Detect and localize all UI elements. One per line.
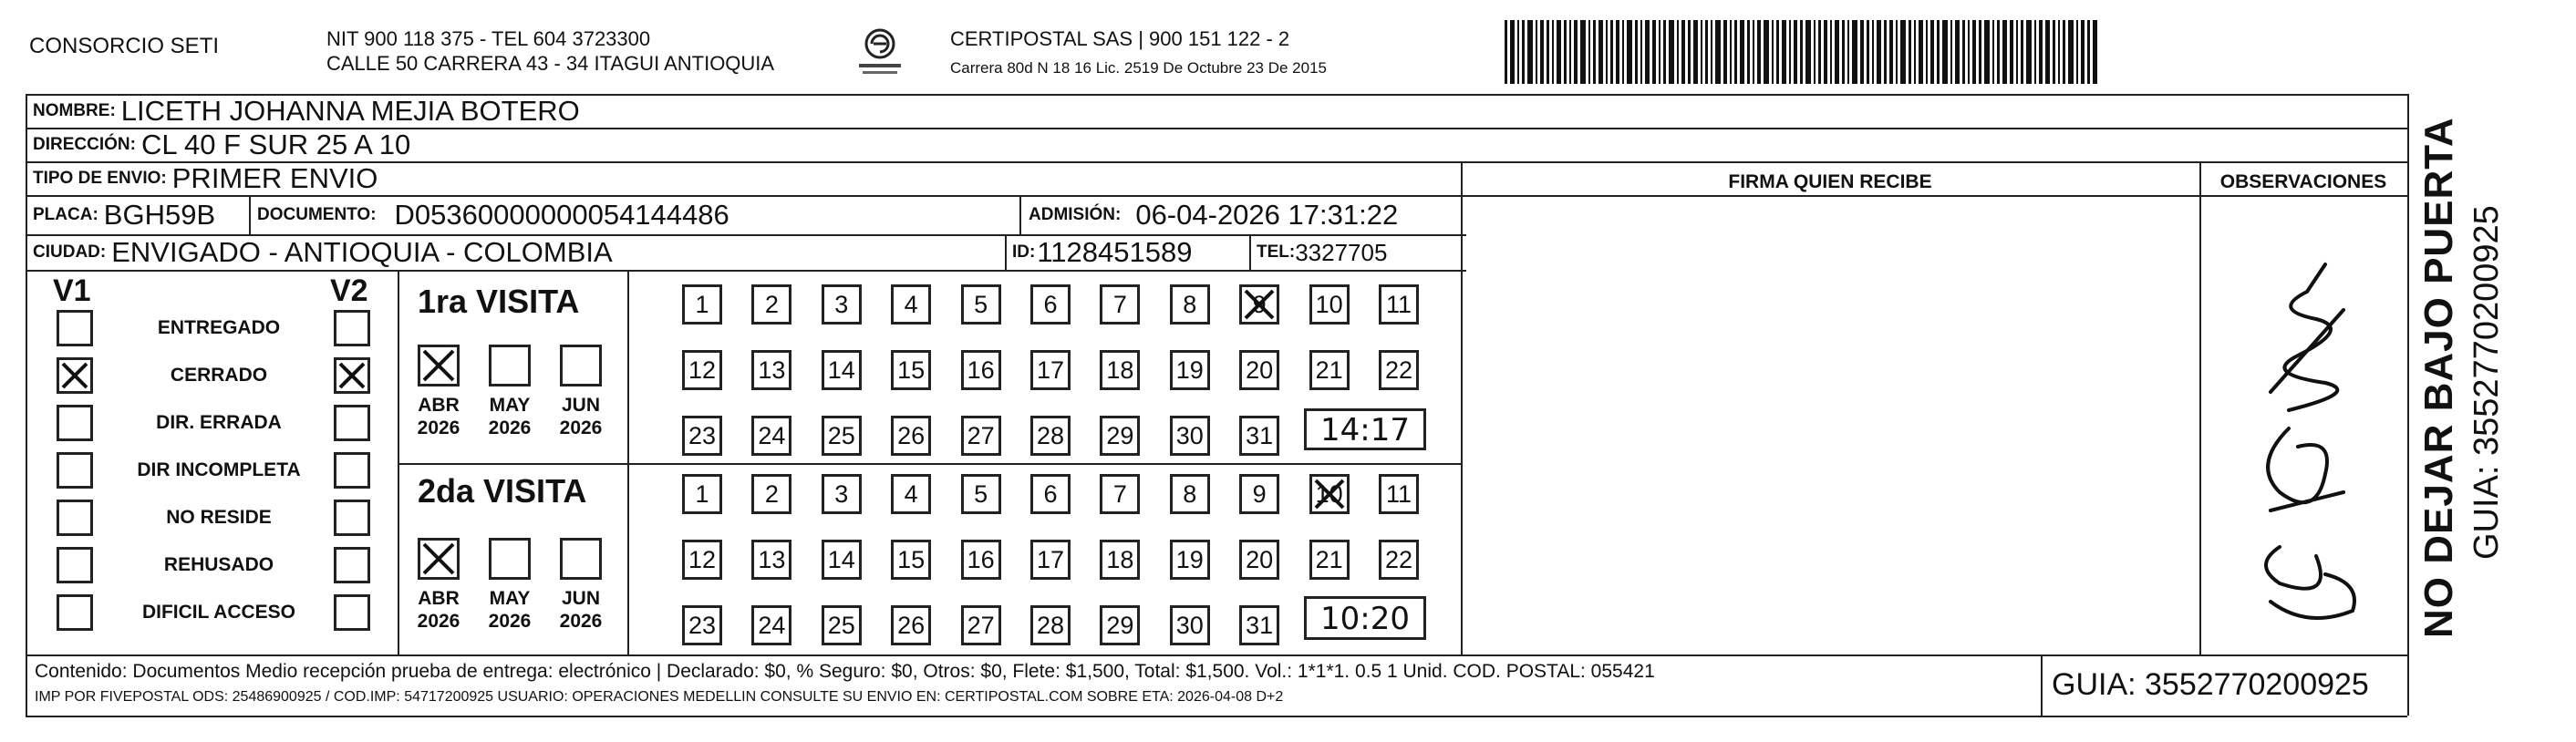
admission-label: ADMISIÓN:: [1029, 205, 1122, 224]
day-number: 29: [1106, 421, 1134, 449]
day-number: 7: [1112, 290, 1127, 318]
v2-label: V2: [330, 273, 368, 308]
day-box[interactable]: [751, 416, 791, 456]
document-field: [257, 196, 729, 234]
day-number: 29: [1106, 611, 1134, 639]
city-label: CIUDAD:: [33, 242, 107, 262]
side-warning: NO DEJAR BAJO PUERTA: [2416, 117, 2461, 638]
day-number: 17: [1036, 356, 1065, 384]
day-number: 12: [688, 545, 717, 573]
day-number: 14: [827, 356, 855, 384]
day-number: 13: [758, 545, 786, 573]
month-checkbox[interactable]: [560, 538, 602, 580]
day-box[interactable]: [891, 540, 931, 580]
v2-checkbox[interactable]: [334, 405, 370, 441]
day-number: 27: [967, 421, 995, 449]
day-box[interactable]: [1170, 350, 1210, 390]
status-label: ENTREGADO: [157, 317, 281, 338]
day-box[interactable]: [1030, 350, 1071, 390]
day-box[interactable]: [961, 350, 1001, 390]
tel-label: TEL:: [1257, 242, 1296, 262]
plate-field: [33, 196, 215, 234]
v2-checkbox[interactable]: [334, 452, 370, 489]
day-number: 25: [827, 421, 855, 449]
day-number: 20: [1246, 356, 1274, 384]
day-box[interactable]: [1239, 540, 1279, 580]
day-number: 24: [758, 611, 786, 639]
day-number: 10: [1315, 290, 1343, 318]
carrier-license: Carrera 80d N 18 16 Lic. 2519 De Octubre 23 De 2015: [950, 59, 1327, 77]
day-number: 8: [1183, 479, 1197, 508]
day-number: 13: [758, 356, 786, 384]
day-number: 3: [834, 479, 849, 508]
day-box[interactable]: [1170, 540, 1210, 580]
id-label: ID:: [1012, 242, 1036, 262]
side-guia: GUIA: 3552770200925: [2467, 205, 2506, 560]
day-number: 1: [695, 479, 709, 508]
day-number: 19: [1175, 356, 1204, 384]
day-number: 25: [827, 611, 855, 639]
day-number: 15: [897, 356, 926, 384]
nit-line: NIT 900 118 375 - TEL 604 3723300: [326, 27, 651, 50]
address-row: [33, 129, 410, 161]
v2-checkbox[interactable]: [334, 547, 370, 583]
status-label: CERRADO: [170, 365, 268, 386]
month-checkbox[interactable]: [489, 345, 531, 386]
address-line: CALLE 50 CARRERA 43 - 34 ITAGUI ANTIOQUIA: [326, 52, 775, 75]
day-box[interactable]: [1379, 350, 1419, 390]
day-number: 9: [1252, 479, 1267, 508]
barcode: [1505, 20, 2225, 84]
day-number: 21: [1315, 356, 1343, 384]
day-number: 17: [1036, 545, 1065, 573]
day-number: 21: [1315, 545, 1343, 573]
day-number: 26: [897, 611, 926, 639]
day-box[interactable]: [1030, 416, 1071, 456]
status-label: DIR INCOMPLETA: [137, 459, 301, 480]
day-number: 22: [1384, 356, 1413, 384]
day-box[interactable]: [1170, 474, 1210, 514]
day-box[interactable]: [682, 416, 722, 456]
day-box[interactable]: [891, 474, 931, 514]
day-number: 14: [827, 545, 855, 573]
tel-value: 3327705: [1295, 238, 1388, 266]
day-box[interactable]: [822, 284, 862, 325]
day-box[interactable]: [751, 350, 791, 390]
day-box[interactable]: [1100, 350, 1140, 390]
day-box[interactable]: [961, 284, 1001, 325]
day-number: 18: [1106, 356, 1134, 384]
v1-checkbox[interactable]: [57, 594, 93, 631]
day-box[interactable]: [1030, 605, 1071, 645]
visit1-title: 1ra VISITA: [418, 283, 580, 320]
document-value: D05360000000054144486: [394, 199, 729, 231]
v1-checkbox[interactable]: [57, 357, 93, 394]
day-box[interactable]: [682, 284, 722, 325]
admission-value: 06-04-2026 17:31:22: [1135, 199, 1399, 231]
day-box[interactable]: [1170, 284, 1210, 325]
carrier-logo: [853, 27, 906, 78]
month-checkbox[interactable]: [418, 538, 460, 580]
visit2-title: 2da VISITA: [418, 472, 587, 510]
status-label: DIR. ERRADA: [156, 412, 282, 433]
day-number: 10: [1315, 479, 1343, 508]
name-row: [33, 95, 580, 128]
carrier-name: CERTIPOSTAL SAS | 900 151 122 - 2: [950, 27, 1290, 50]
day-number: 16: [967, 545, 995, 573]
day-box[interactable]: [751, 605, 791, 645]
day-number: 4: [904, 290, 918, 318]
day-number: 5: [974, 290, 988, 318]
day-number: 4: [904, 479, 918, 508]
month-label: ABR 2026: [417, 395, 460, 438]
ship-type-row: [33, 162, 378, 195]
footer-imp: IMP POR FIVEPOSTAL ODS: 25486900925 / COD.IMP: 54717200925 USUARIO: OPERACIONES MEDELLIN CONSULTE SU ENVIO EN: CERTIPOSTAL.COM SOBRE ETA: 2026-04-08 D+2: [35, 689, 1284, 705]
day-number: 8: [1183, 290, 1197, 318]
day-box[interactable]: [1239, 350, 1279, 390]
footer-content: Contenido: Documentos Medio recepción prueba de entrega: electrónico | Declarado: $0, % Seguro: $0, Otros: $0, Flete: $1,500, Total: $1,500. Vol.: 1*1*1. 0.5 1 Unid. COD. POSTAL: 055421: [35, 661, 1655, 682]
v2-checkbox[interactable]: [334, 310, 370, 346]
day-box[interactable]: [1100, 540, 1140, 580]
v1-label: V1: [53, 273, 91, 308]
v1-checkbox[interactable]: [57, 405, 93, 441]
document-label: DOCUMENTO:: [257, 205, 377, 224]
day-box[interactable]: [822, 350, 862, 390]
city-value: ENVIGADO - ANTIOQUIA - COLOMBIA: [111, 236, 613, 268]
day-number: 31: [1246, 611, 1274, 639]
visit1-time: 14:17: [1304, 408, 1426, 450]
day-box[interactable]: [1379, 474, 1419, 514]
handwritten-signature: [2216, 255, 2389, 638]
status-label: NO RESIDE: [166, 507, 272, 528]
day-box[interactable]: [682, 474, 722, 514]
obs-header: OBSERVACIONES: [2219, 171, 2387, 192]
check-mark-icon: [420, 347, 457, 384]
month-checkbox[interactable]: [489, 538, 531, 580]
day-box[interactable]: [1030, 474, 1071, 514]
day-box[interactable]: [1379, 540, 1419, 580]
day-box[interactable]: [1379, 284, 1419, 325]
day-box[interactable]: [822, 605, 862, 645]
day-box[interactable]: [891, 416, 931, 456]
v1-checkbox[interactable]: [57, 500, 93, 536]
check-mark-icon: [336, 360, 367, 391]
v1-checkbox[interactable]: [57, 547, 93, 583]
month-label: JUN 2026: [559, 395, 603, 438]
month-label: ABR 2026: [417, 588, 460, 632]
month-checkbox[interactable]: [418, 345, 460, 386]
day-box[interactable]: [891, 350, 931, 390]
sign-header: FIRMA QUIEN RECIBE: [1728, 171, 1932, 192]
visit2-time: 10:20: [1304, 596, 1426, 640]
day-number: 30: [1175, 611, 1204, 639]
city-field: [33, 235, 613, 270]
day-number: 9: [1252, 290, 1267, 318]
day-box[interactable]: [1100, 605, 1140, 645]
day-number: 31: [1246, 421, 1274, 449]
footer-guia: GUIA: 3552770200925: [2052, 667, 2369, 702]
day-number: 20: [1246, 545, 1274, 573]
name-label: NOMBRE:: [33, 101, 116, 120]
day-box[interactable]: [1030, 540, 1071, 580]
v1-checkbox[interactable]: [57, 310, 93, 346]
ship-type-label: TIPO DE ENVIO:: [33, 169, 167, 188]
day-box[interactable]: [822, 416, 862, 456]
day-box[interactable]: [1100, 416, 1140, 456]
day-number: 30: [1175, 421, 1204, 449]
day-box[interactable]: [751, 284, 791, 325]
day-number: 26: [897, 421, 926, 449]
v2-checkbox[interactable]: [334, 500, 370, 536]
day-box[interactable]: [961, 540, 1001, 580]
day-box[interactable]: [1239, 416, 1279, 456]
plate-value: BGH59B: [103, 199, 216, 231]
day-number: 28: [1036, 611, 1065, 639]
day-number: 19: [1175, 545, 1204, 573]
day-number: 1: [695, 290, 709, 318]
day-box[interactable]: [1100, 474, 1140, 514]
day-box[interactable]: [751, 540, 791, 580]
v2-checkbox[interactable]: [334, 357, 370, 394]
id-value: 1128451589: [1037, 236, 1193, 268]
day-number: 23: [688, 611, 717, 639]
day-box[interactable]: [1309, 540, 1350, 580]
day-number: 5: [974, 479, 988, 508]
month-label: MAY 2026: [488, 395, 532, 438]
day-number: 11: [1385, 479, 1412, 508]
day-number: 12: [688, 356, 717, 384]
day-number: 16: [967, 356, 995, 384]
month-label: MAY 2026: [488, 588, 532, 632]
day-box[interactable]: [682, 605, 722, 645]
tel-field: [1257, 235, 1387, 270]
admission-field: [1029, 196, 1398, 234]
day-box[interactable]: [1309, 284, 1350, 325]
month-checkbox[interactable]: [560, 345, 602, 386]
day-number: 18: [1106, 545, 1134, 573]
day-number: 2: [764, 290, 779, 318]
day-box[interactable]: [891, 284, 931, 325]
day-number: 28: [1036, 421, 1065, 449]
day-box[interactable]: [1309, 350, 1350, 390]
month-label: JUN 2026: [559, 588, 603, 632]
check-mark-icon: [59, 360, 90, 391]
day-number: 27: [967, 611, 995, 639]
status-label: REHUSADO: [163, 554, 274, 575]
day-box[interactable]: [682, 350, 722, 390]
day-number: 11: [1385, 290, 1412, 318]
day-box[interactable]: [1239, 474, 1279, 514]
day-number: 15: [897, 545, 926, 573]
day-number: 24: [758, 421, 786, 449]
day-box[interactable]: [961, 416, 1001, 456]
day-number: 6: [1043, 479, 1058, 508]
day-box[interactable]: [822, 540, 862, 580]
day-number: 3: [834, 290, 849, 318]
day-box[interactable]: [891, 605, 931, 645]
day-number: 7: [1112, 479, 1127, 508]
ship-type: PRIMER ENVIO: [171, 162, 378, 194]
sender-name: CONSORCIO SETI: [29, 34, 220, 58]
day-box[interactable]: [1239, 284, 1279, 325]
plate-label: PLACA:: [33, 205, 98, 224]
day-number: 23: [688, 421, 717, 449]
day-box[interactable]: [1170, 605, 1210, 645]
day-box[interactable]: [1309, 474, 1350, 514]
day-box[interactable]: [961, 474, 1001, 514]
day-box[interactable]: [961, 605, 1001, 645]
check-mark-icon: [420, 541, 457, 577]
day-box[interactable]: [682, 540, 722, 580]
recipient-name: LICETH JOHANNA MEJIA BOTERO: [120, 95, 580, 127]
v2-checkbox[interactable]: [334, 594, 370, 631]
day-box[interactable]: [1170, 416, 1210, 456]
day-number: 2: [764, 479, 779, 508]
day-box[interactable]: [751, 474, 791, 514]
day-box[interactable]: [822, 474, 862, 514]
day-box[interactable]: [1100, 284, 1140, 325]
status-label: DIFICIL ACCESO: [141, 602, 295, 623]
v1-checkbox[interactable]: [57, 452, 93, 489]
day-box[interactable]: [1030, 284, 1071, 325]
address-label: DIRECCIÓN:: [33, 135, 136, 154]
id-field: [1012, 235, 1192, 270]
day-number: 6: [1043, 290, 1058, 318]
day-box[interactable]: [1239, 605, 1279, 645]
day-number: 22: [1384, 545, 1413, 573]
recipient-address: CL 40 F SUR 25 A 10: [140, 129, 411, 160]
